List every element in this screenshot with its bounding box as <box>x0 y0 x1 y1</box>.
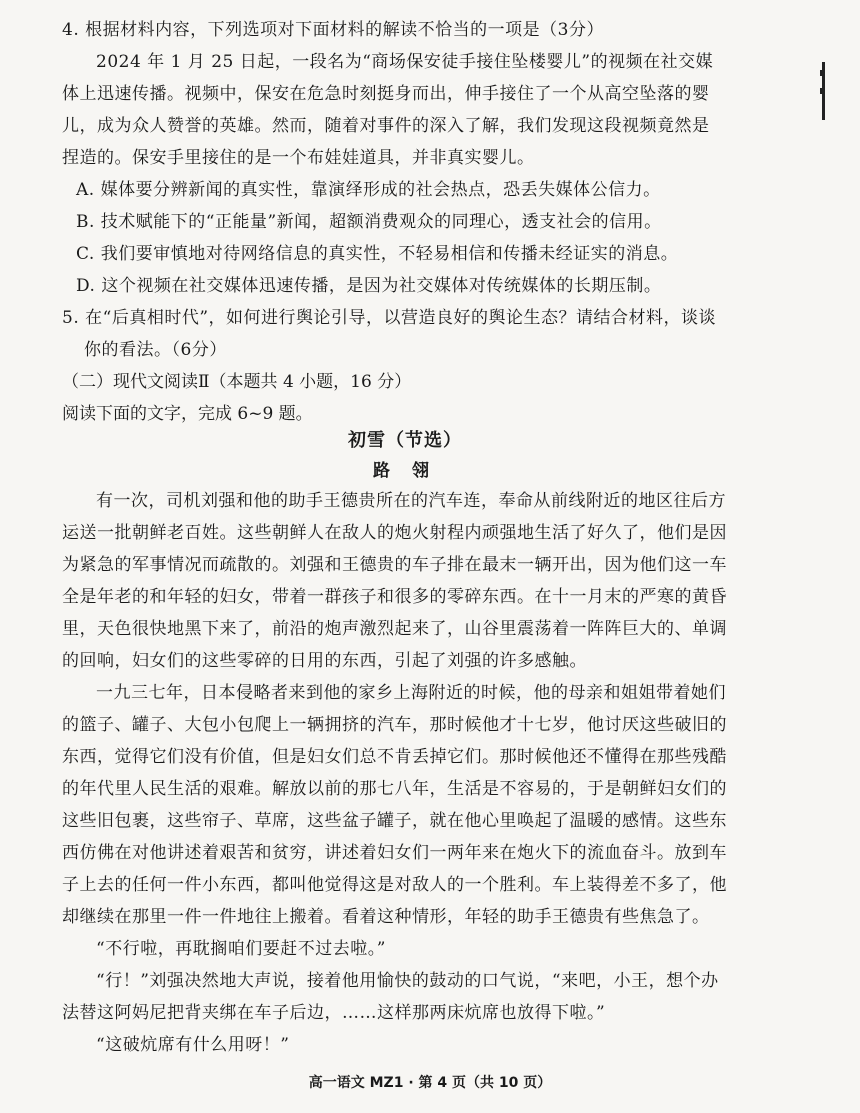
passage-line: 有一次，司机刘强和他的助手王德贵所在的汽车连，奉命从前线附近的地区往后方 <box>96 491 726 511</box>
option-b: B. 技术赋能下的“正能量”新闻，超额消费观众的同理心，透支社会的信用。 <box>76 212 662 232</box>
passage-line: 却继续在那里一件一件地往上搬着。看着这种情形，年轻的助手王德贵有些焦急了。 <box>62 907 710 927</box>
passage-line: 这些旧包裹，这些帘子、草席，这些盆子罐子，就在他心里唤起了温暖的感情。这些东 <box>62 811 727 831</box>
passage-line: 西仿佛在对他讲述着艰苦和贫穷，讲述着妇女们一两年来在炮火下的流血奋斗。放到车 <box>62 843 727 863</box>
material-line: 体上迅速传播。视频中，保安在危急时刻挺身而出，伸手接住了一个从高空坠落的婴 <box>62 84 710 104</box>
material-line: 捏造的。保安手里接住的是一个布娃娃道具，并非真实婴儿。 <box>62 148 535 168</box>
paragraph <box>62 485 748 677</box>
passage-line: “这破炕席有什么用呀！” <box>96 1035 290 1055</box>
paragraph <box>62 965 748 1029</box>
scan-margin-tick <box>820 88 822 94</box>
paragraph <box>62 677 748 933</box>
option-d: D. 这个视频在社交媒体迅速传播，是因为社交媒体对传统媒体的长期压制。 <box>76 276 662 296</box>
passage-line: 运送一批朝鲜老百姓。这些朝鲜人在敌人的炮火射程内顽强地生活了好久了，他们是因 <box>62 523 727 543</box>
passage-line: 东西，觉得它们没有价值，但是妇女们总不肯丢掉它们。那时候他还不懂得在那些残酷 <box>62 747 727 767</box>
passage-line: “不行啦，再耽搁咱们要赶不过去啦。” <box>96 939 386 959</box>
section-instruction: 阅读下面的文字，完成 6~9 题。 <box>62 404 313 424</box>
passage-line: “行！”刘强决然地大声说，接着他用愉快的鼓动的口气说，“来吧，小王，想个办 <box>96 971 719 991</box>
scan-margin-tick <box>820 70 822 76</box>
question-4-options <box>62 174 748 302</box>
option-c: C. 我们要审慎地对待网络信息的真实性，不轻易相信和传播未经证实的消息。 <box>76 244 679 264</box>
paragraph <box>62 1029 748 1061</box>
question-4-stem: 4. 根据材料内容，下列选项对下面材料的解读不恰当的一项是（3分） <box>62 20 604 40</box>
passage-title: 初雪（节选） <box>348 430 462 451</box>
material-line: 儿，成为众人赞誉的英雄。然而，随着对事件的深入了解，我们发现这段视频竟然是 <box>62 116 710 136</box>
question-4 <box>62 14 748 302</box>
passage-line: 一九三七年，日本侵略者来到他的家乡上海附近的时候，他的母亲和姐姐带着她们 <box>96 683 726 703</box>
passage-line: 的回响，妇女们的这些零碎的日用的东西，引起了刘强的许多感触。 <box>62 651 587 671</box>
passage-line: 全是年老的和年轻的妇女，带着一群孩子和很多的零碎东西。在十一月末的严寒的黄昏 <box>62 587 727 607</box>
passage-author: 路 翎 <box>373 461 437 481</box>
scan-margin-mark <box>822 62 825 120</box>
question-5-line: 5. 在“后真相时代”，如何进行舆论引导，以营造良好的舆论生态？请结合材料，谈谈 <box>62 308 717 328</box>
passage-line: 子上去的任何一件小东西，都叫他觉得这是对敌人的一个胜利。车上装得差不多了，他 <box>62 875 727 895</box>
passage-line: 的篮子、罐子、大包小包爬上一辆拥挤的汽车，那时候他才十七岁，他讨厌这些破旧的 <box>62 715 727 735</box>
page-footer: 高一语文 MZ1 · 第 4 页（共 10 页） <box>308 1075 552 1091</box>
passage-body <box>62 485 748 1061</box>
passage-line: 的年代里人民生活的艰难。解放以前的那七八年，生活是不容易的，于是朝鲜妇女们的 <box>62 779 727 799</box>
question-5-line: 你的看法。（6分） <box>84 340 227 360</box>
passage-header <box>62 426 748 486</box>
passage-line: 里，天色很快地黑下来了，前沿的炮声激烈起来了，山谷里震荡着一阵阵巨大的、单调 <box>62 619 727 639</box>
section-heading: （二）现代文阅读Ⅱ（本题共 4 小题，16 分） <box>62 372 412 392</box>
material-line: 2024 年 1 月 25 日起，一段名为“商场保安徒手接住坠楼婴儿”的视频在社交媒 <box>96 52 714 72</box>
section-2 <box>62 366 748 430</box>
option-a: A. 媒体要分辨新闻的真实性，靠演绎形成的社会热点，恐丢失媒体公信力。 <box>76 180 661 200</box>
passage-line: 为紧急的军事情况而疏散的。刘强和王德贵的车子排在最末一辆开出，因为他们这一车 <box>62 555 727 575</box>
passage-line: 法替这阿妈尼把背夹绑在车子后边，……这样那两床炕席也放得下啦。” <box>62 1003 606 1023</box>
question-5 <box>62 302 748 366</box>
paragraph <box>62 933 748 965</box>
question-4-material <box>62 46 748 174</box>
